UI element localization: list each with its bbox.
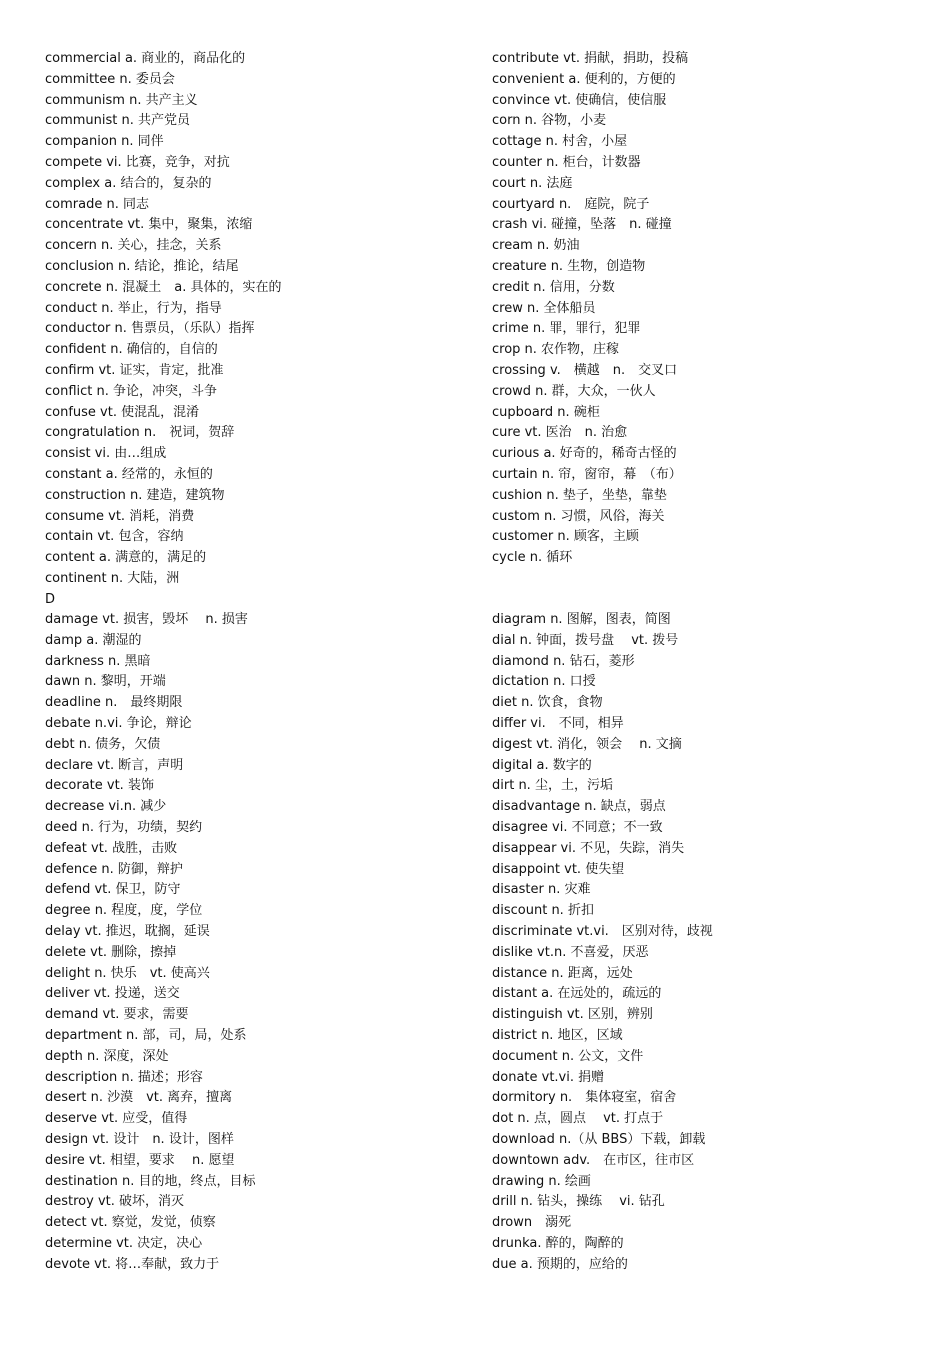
vocab-entry: damp a. 潮湿的 <box>45 632 142 648</box>
vocab-entry: confuse vt. 使混乱，混淆 <box>45 404 200 420</box>
vocab-entry: delay vt. 推迟，耽搁，延误 <box>45 923 210 939</box>
vocab-entry: concern n. 关心，挂念，关系 <box>45 238 222 254</box>
section-c-left-column <box>45 49 465 590</box>
vocab-entry: crop n. 农作物，庄稼 <box>492 342 620 358</box>
vocab-entry: communist n. 共产党员 <box>45 113 191 129</box>
vocab-entry: disaster n. 灾难 <box>492 882 591 898</box>
vocab-entry: committee n. 委员会 <box>45 71 175 87</box>
vocab-entry: courtyard n. 庭院，院子 <box>492 196 650 212</box>
vocab-entry: deed n. 行为，功绩，契约 <box>45 819 203 835</box>
vocab-entry: confirm vt. 证实，肯定，批准 <box>45 362 224 378</box>
vocab-entry: discount n. 折扣 <box>492 903 594 919</box>
vocab-entry: curious a. 好奇的，稀奇古怪的 <box>492 446 677 462</box>
vocab-entry: cupboard n. 碗柜 <box>492 404 600 420</box>
vocab-entry: description n. 描述；形容 <box>45 1069 203 1085</box>
vocab-entry: cottage n. 村舍，小屋 <box>492 134 628 150</box>
vocab-entry: consist vi. 由…组成 <box>45 446 167 462</box>
vocab-entry: detect vt. 察觉，发觉，侦察 <box>45 1215 216 1231</box>
section-c-right-column <box>492 49 922 569</box>
vocab-entry: dormitory n. 集体寝室，宿舍 <box>492 1090 677 1106</box>
section-d-left-column <box>45 610 465 1276</box>
vocab-entry: distant a. 在远处的，疏远的 <box>492 986 662 1002</box>
vocab-entry: defeat vt. 战胜，击败 <box>45 840 178 856</box>
vocab-entry: corn n. 谷物，小麦 <box>492 113 607 129</box>
vocab-entry: contain vt. 包含，容纳 <box>45 529 184 545</box>
vocab-entry: conflict n. 争论，冲突，斗争 <box>45 383 218 399</box>
vocab-entry: companion n. 同伴 <box>45 134 164 150</box>
vocab-entry: custom n. 习惯，风俗，海关 <box>492 508 665 524</box>
vocab-entry: disappoint vt. 使失望 <box>492 861 625 877</box>
vocab-entry: confident n. 确信的，自信的 <box>45 342 218 358</box>
vocab-entry: deliver vt. 投递，送交 <box>45 986 180 1002</box>
vocab-entry: congratulation n. 祝词，贺辞 <box>45 425 235 441</box>
vocab-entry: decorate vt. 装饰 <box>45 778 154 794</box>
vocab-entry: defence n. 防御，辩护 <box>45 861 183 877</box>
vocab-entry: declare vt. 断言，声明 <box>45 757 184 773</box>
vocab-entry: diamond n. 钻石，菱形 <box>492 653 635 669</box>
vocab-entry: curtain n. 帘，窗帘，幕 （布） <box>492 466 682 482</box>
vocab-entry: creature n. 生物，创造物 <box>492 258 646 274</box>
vocab-entry: darkness n. 黑暗 <box>45 653 151 669</box>
vocab-entry: conduct n. 举止，行为，指导 <box>45 300 222 316</box>
vocab-entry: compete vi. 比赛，竞争，对抗 <box>45 154 230 170</box>
vocab-entry: contribute vt. 捐献，捐助，投稿 <box>492 51 689 66</box>
vocab-entry: customer n. 顾客，主顾 <box>492 529 639 545</box>
vocab-entry: degree n. 程度，度，学位 <box>45 903 203 919</box>
vocab-entry: concrete n. 混凝土 a. 具体的，实在的 <box>45 279 282 295</box>
vocab-entry: conductor n. 售票员，（乐队）指挥 <box>45 321 255 337</box>
vocab-entry: concentrate vt. 集中，聚集，浓缩 <box>45 217 253 233</box>
vocab-entry: delight n. 快乐 vt. 使高兴 <box>45 965 210 981</box>
vocab-entry: convince vt. 使确信，使信服 <box>492 92 667 108</box>
vocab-entry: delete vt. 删除，擦掉 <box>45 944 177 960</box>
vocab-entry: constant a. 经常的，永恒的 <box>45 466 213 482</box>
vocab-entry: crowd n. 群，大众，一伙人 <box>492 383 656 399</box>
vocab-entry: defend vt. 保卫，防守 <box>45 882 181 898</box>
vocab-entry: comrade n. 同志 <box>45 196 149 212</box>
vocab-entry: distance n. 距离，远处 <box>492 965 633 981</box>
vocab-entry: design vt. 设计 n. 设计，图样 <box>45 1131 234 1147</box>
vocab-entry: diet n. 饮食，食物 <box>492 695 603 711</box>
vocab-entry: department n. 部，司，局，处系 <box>45 1027 247 1043</box>
vocab-entry: differ vi. 不同，相异 <box>492 715 624 731</box>
vocab-entry: disagree vi. 不同意；不一致 <box>492 819 663 835</box>
vocab-entry: dictation n. 口授 <box>492 674 596 690</box>
vocab-entry: drill n. 钻头，操练 vi. 钻孔 <box>492 1194 665 1210</box>
vocab-entry: digest vt. 消化，领会 n. 文摘 <box>492 736 682 752</box>
section-letter-heading: D <box>45 592 56 607</box>
vocab-entry: deserve vt. 应受，值得 <box>45 1111 188 1127</box>
vocab-entry: distinguish vt. 区别，辨别 <box>492 1007 653 1023</box>
vocab-entry: cure vt. 医治 n. 治愈 <box>492 425 628 441</box>
vocab-entry: content a. 满意的，满足的 <box>45 550 207 566</box>
vocab-entry: deadline n. 最终期限 <box>45 695 183 711</box>
vocab-entry: dawn n. 黎明，开端 <box>45 674 166 690</box>
vocab-entry: desire vt. 相望，要求 n. 愿望 <box>45 1152 235 1168</box>
vocab-entry: diagram n. 图解，图表，简图 <box>492 612 671 627</box>
vocab-entry: dislike vt.n. 不喜爱，厌恶 <box>492 944 649 960</box>
vocab-entry: conclusion n. 结论，推论，结尾 <box>45 258 239 274</box>
vocab-entry: cycle n. 循环 <box>492 550 573 566</box>
vocab-entry: demand vt. 要求，需要 <box>45 1007 189 1023</box>
vocab-entry: cream n. 奶油 <box>492 238 580 254</box>
vocab-entry: downtown adv. 在市区，往市区 <box>492 1152 695 1168</box>
vocab-entry: destination n. 目的地，终点，目标 <box>45 1173 256 1189</box>
vocab-entry: disappear vi. 不见，失踪，消失 <box>492 840 685 856</box>
vocab-entry: commercial a. 商业的，商品化的 <box>45 51 246 66</box>
vocab-entry: discriminate vt.vi. 区别对待，歧视 <box>492 923 713 939</box>
vocab-entry: district n. 地区，区域 <box>492 1027 623 1043</box>
vocab-entry: dirt n. 尘，土，污垢 <box>492 778 613 794</box>
vocab-entry: debt n. 债务，欠债 <box>45 736 161 752</box>
vocab-entry: drunka. 醉的，陶醉的 <box>492 1235 624 1251</box>
vocab-entry: download n.（从 BBS）下载，卸载 <box>492 1131 706 1147</box>
vocab-entry: donate vt.vi. 捐赠 <box>492 1069 605 1085</box>
vocab-entry: devote vt. 将…奉献，致力于 <box>45 1256 220 1272</box>
vocab-entry: determine vt. 决定，决心 <box>45 1235 203 1251</box>
vocab-entry: disadvantage n. 缺点，弱点 <box>492 799 666 815</box>
vocab-entry: counter n. 柜台，计数器 <box>492 154 641 170</box>
vocab-entry: crossing v. 横越 n. 交叉口 <box>492 362 678 378</box>
vocab-entry: consume vt. 消耗，消费 <box>45 508 195 524</box>
vocab-entry: document n. 公文，文件 <box>492 1048 644 1064</box>
vocab-entry: construction n. 建造，建筑物 <box>45 487 225 503</box>
vocab-entry: continent n. 大陆，洲 <box>45 570 180 586</box>
vocab-entry: decrease vi.n. 减少 <box>45 799 167 815</box>
vocab-entry: digital a. 数字的 <box>492 757 592 773</box>
vocab-entry: crash vi. 碰撞，坠落 n. 碰撞 <box>492 217 672 233</box>
vocab-entry: convenient a. 便利的，方便的 <box>492 71 676 87</box>
vocab-entry: complex a. 结合的，复杂的 <box>45 175 212 191</box>
vocab-entry: crime n. 罪，罪行，犯罪 <box>492 321 641 337</box>
vocab-entry: credit n. 信用，分数 <box>492 279 615 295</box>
vocab-entry: dot n. 点，圆点 vt. 打点于 <box>492 1111 664 1127</box>
vocab-entry: damage vt. 损害，毁坏 n. 损害 <box>45 612 248 627</box>
vocab-entry: destroy vt. 破坏，消灭 <box>45 1194 185 1210</box>
vocab-entry: cushion n. 垫子，坐垫，靠垫 <box>492 487 667 503</box>
vocab-entry: court n. 法庭 <box>492 175 573 191</box>
vocab-entry: drawing n. 绘画 <box>492 1173 591 1189</box>
section-d-right-column <box>492 610 922 1276</box>
vocab-entry: communism n. 共产主义 <box>45 92 198 108</box>
vocab-entry: desert n. 沙漠 vt. 离弃，擅离 <box>45 1090 233 1106</box>
vocab-entry: crew n. 全体船员 <box>492 300 596 316</box>
vocab-entry: due a. 预期的，应给的 <box>492 1256 628 1272</box>
vocab-entry: depth n. 深度，深处 <box>45 1048 169 1064</box>
vocab-entry: dial n. 钟面，拨号盘 vt. 拨号 <box>492 632 679 648</box>
vocab-entry: debate n.vi. 争论，辩论 <box>45 715 192 731</box>
vocab-entry: drown 溺死 <box>492 1215 572 1231</box>
